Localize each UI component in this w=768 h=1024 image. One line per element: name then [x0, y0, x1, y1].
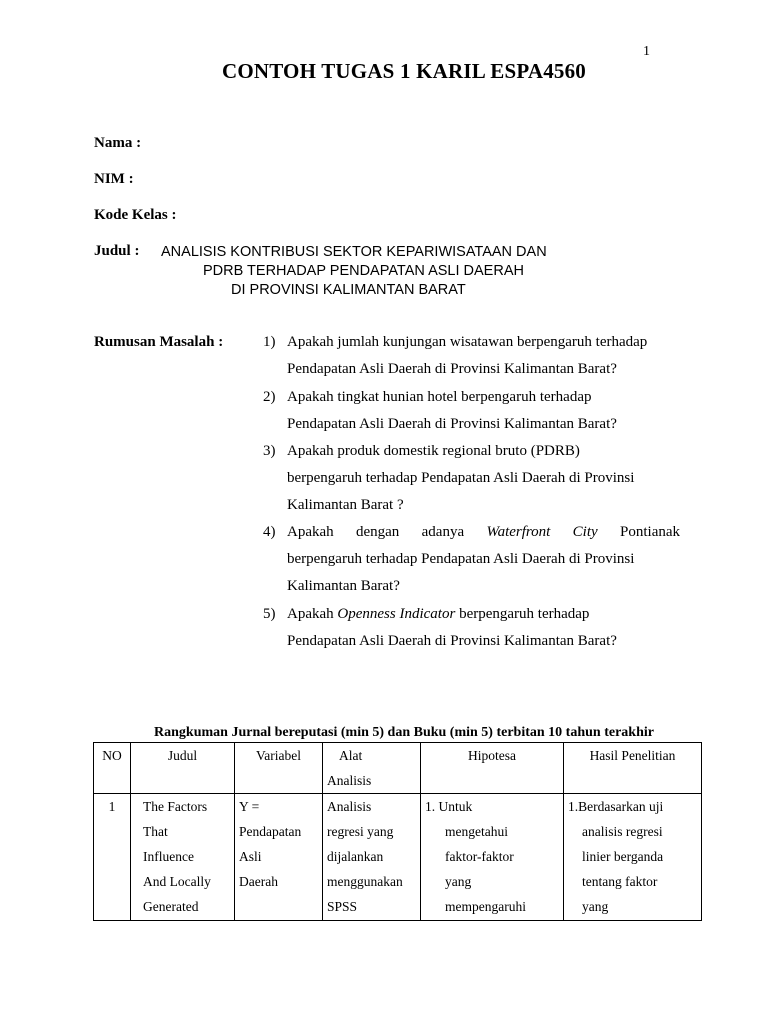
judul-line-2: PDRB TERHADAP PENDAPATAN ASLI DAERAH	[203, 263, 524, 279]
table-caption: Rangkuman Jurnal bereputasi (min 5) dan Buku (min 5) terbitan 10 tahun terakhir	[154, 725, 654, 740]
question-4-italic-term: Waterfront City	[486, 524, 598, 540]
nama-label: Nama :	[94, 135, 142, 151]
question-5-line-2: Pendapatan Asli Daerah di Provinsi Kalimantan Barat?	[287, 633, 617, 649]
table-row	[94, 794, 702, 921]
cell-no: 1	[94, 794, 131, 921]
question-1-line-1: Apakah jumlah kunjungan wisatawan berpengaruh terhadap	[287, 334, 648, 350]
question-2-number: 2)	[263, 389, 276, 405]
question-2-line-1: Apakah tingkat hunian hotel berpengaruh terhadap	[287, 389, 592, 405]
question-5-italic-term: Openness Indicator	[337, 606, 456, 622]
literature-summary-table	[93, 742, 702, 921]
cell-alat-analisis: Analisis regresi yang dijalankan menggunakan SPSS	[323, 794, 421, 921]
question-5-line-1: Apakah Openness Indicator berpengaruh terhadap	[287, 606, 590, 622]
cell-hipotesa: 1. Untuk mengetahui faktor-faktor yang mempengaruhi	[421, 794, 564, 921]
question-2-line-2: Pendapatan Asli Daerah di Provinsi Kalimantan Barat?	[287, 416, 617, 432]
header-hipotesa: Hipotesa	[421, 743, 564, 794]
document-title: CONTOH TUGAS 1 KARIL ESPA4560	[221, 59, 587, 83]
cell-hasil-penelitian: 1.Berdasarkan uji analisis regresi linier berganda tentang faktor yang	[564, 794, 702, 921]
question-1-number: 1)	[263, 334, 276, 350]
header-no: NO	[94, 743, 131, 794]
question-3-line-3: Kalimantan Barat ?	[287, 497, 404, 513]
question-3-line-2: berpengaruh terhadap Pendapatan Asli Daerah di Provinsi	[287, 470, 635, 486]
judul-label: Judul :	[94, 243, 140, 259]
page-number: 1	[643, 44, 650, 59]
question-4-line-1: Apakah dengan adanya Waterfront City Pontianak	[287, 524, 681, 540]
header-judul: Judul	[131, 743, 235, 794]
rumusan-masalah-label: Rumusan Masalah :	[94, 334, 224, 350]
question-4-line-3: Kalimantan Barat?	[287, 578, 400, 594]
judul-line-1: ANALISIS KONTRIBUSI SEKTOR KEPARIWISATAAN DAN	[161, 244, 547, 260]
question-5-number: 5)	[263, 606, 276, 622]
nim-label: NIM :	[94, 171, 134, 187]
kode-kelas-label: Kode Kelas :	[94, 207, 177, 223]
header-hasil-penelitian: Hasil Penelitian	[564, 743, 702, 794]
cell-variabel: Y = Pendapatan Asli Daerah	[235, 794, 323, 921]
cell-judul: The Factors That Influence And Locally Generated	[131, 794, 235, 921]
header-variabel: Variabel	[235, 743, 323, 794]
question-3-number: 3)	[263, 443, 276, 459]
question-4-line-2: berpengaruh terhadap Pendapatan Asli Daerah di Provinsi	[287, 551, 635, 567]
question-1-line-2: Pendapatan Asli Daerah di Provinsi Kalimantan Barat?	[287, 361, 617, 377]
question-3-line-1: Apakah produk domestik regional bruto (PDRB)	[287, 443, 580, 459]
table-header-row	[94, 743, 702, 794]
question-4-number: 4)	[263, 524, 276, 540]
header-alat-analisis: Alat Analisis	[323, 743, 421, 794]
judul-line-3: DI PROVINSI KALIMANTAN BARAT	[231, 282, 466, 298]
